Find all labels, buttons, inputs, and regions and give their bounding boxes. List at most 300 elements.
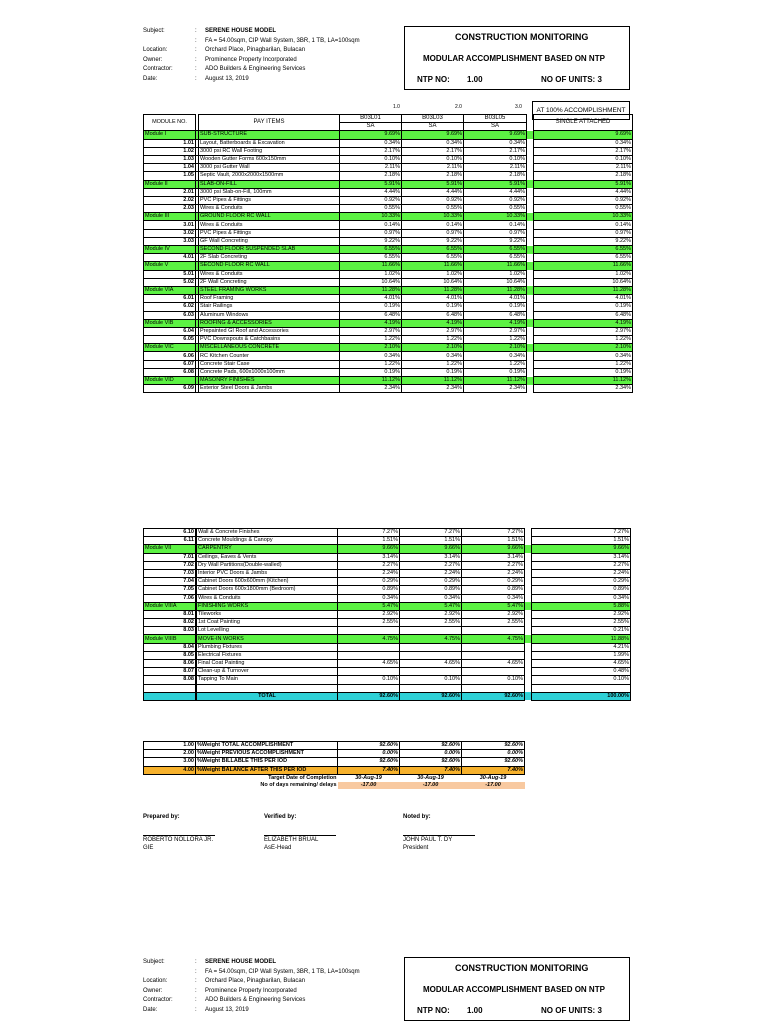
table-row (144, 578, 631, 586)
unit-value: 11.12% (464, 377, 527, 385)
unit-value: 0.19% (464, 303, 527, 311)
item-code: 6.04 (144, 327, 196, 335)
module-row (144, 131, 633, 139)
table-row (144, 537, 631, 545)
table-row (144, 336, 633, 344)
item-name: Wall & Concrete Finishes (197, 529, 338, 537)
summary-label: %Weight PREVIOUS ACCOMPLISHMENT (196, 750, 338, 758)
single-attached-value: 100.00% (532, 692, 631, 700)
spacer-cell (527, 262, 534, 270)
item-name: CARPENTRY (197, 545, 338, 553)
item-code: 6.01 (144, 295, 196, 303)
item-code: 1.01 (144, 139, 196, 147)
unit-value: 6.55% (464, 246, 527, 254)
single-attached-value: 9.22% (534, 237, 633, 245)
module-row (144, 602, 631, 610)
header-repeat-row (143, 996, 403, 1006)
item-code: 6.06 (144, 352, 196, 360)
module-row (144, 635, 631, 643)
spacer-cell (527, 278, 534, 286)
header-value: August 13, 2019 (205, 1006, 249, 1013)
spacer-cell (527, 319, 534, 327)
unit-value: 9.69% (464, 131, 527, 139)
single-attached-value: 0.97% (534, 229, 633, 237)
unit-value: 4.01% (402, 295, 464, 303)
unit-value: 0.89% (400, 586, 462, 594)
colon: : (195, 978, 197, 984)
single-attached-value: 0.21% (532, 627, 631, 635)
unit-value: 6.55% (340, 246, 402, 254)
table-row (144, 164, 633, 172)
item-name: Wooden Gutter Forms 600x150mm (199, 155, 340, 163)
spacer-cell (527, 368, 534, 376)
item-name: 3000 psi Slab-on-Fill, 100mm (199, 188, 340, 196)
summary-value: 92.60% (338, 742, 400, 750)
single-attached-value: 11.28% (534, 286, 633, 294)
unit-value: 0.92% (340, 196, 402, 204)
table-row (144, 368, 633, 376)
unit-value: 0.55% (340, 205, 402, 213)
item-code: 6.09 (144, 385, 196, 393)
unit-value: 0.97% (340, 229, 402, 237)
unit-value: 10.64% (340, 278, 402, 286)
unit-value: 2.11% (464, 164, 527, 172)
unit-value: 3.14% (462, 553, 525, 561)
spacer-cell (527, 164, 534, 172)
item-name: Plumbing Fixtures (197, 643, 338, 651)
spacer-cell (525, 610, 532, 618)
spacer-cell (525, 692, 532, 700)
unit-value: 2.17% (340, 147, 402, 155)
unit-value: 2.17% (402, 147, 464, 155)
item-name: PVC Pipes & Fittings (199, 229, 340, 237)
spacer-cell (525, 668, 532, 676)
unit-value: 0.10% (338, 676, 400, 684)
unit-value (338, 668, 400, 676)
unit-value: 0.34% (464, 139, 527, 147)
colon: : (195, 66, 197, 72)
unit-value: 9.22% (464, 237, 527, 245)
target-label: Target Date of Completion (268, 774, 337, 781)
unit-value: 0.14% (340, 221, 402, 229)
item-name: MISCELLANEOUS CONCRETE (199, 344, 340, 352)
single-attached-value: 10.33% (534, 213, 633, 221)
single-attached-value: 0.55% (534, 205, 633, 213)
header-key: Location: (143, 47, 168, 53)
unit-value: 1.22% (340, 360, 402, 368)
header-value: SERENE HOUSE MODEL (205, 959, 277, 965)
unit-value (338, 651, 400, 659)
table-row (144, 594, 631, 602)
unit-value (462, 627, 525, 635)
item-name: SLAB-ON-FILL (199, 180, 340, 188)
unit-value: 0.34% (464, 352, 527, 360)
item-code: Module I (144, 131, 196, 139)
unit-value: 0.14% (402, 221, 464, 229)
table-row (144, 270, 633, 278)
spacer-cell (527, 147, 534, 155)
item-code: 8.06 (144, 660, 196, 668)
spacer-cell (527, 295, 534, 303)
spacer-cell (525, 602, 532, 610)
spacer-cell (527, 254, 534, 262)
unit-value: 0.34% (402, 352, 464, 360)
item-code: Module VII (144, 545, 196, 553)
spacer-cell (527, 303, 534, 311)
unit-value: 92.60% (338, 692, 400, 700)
unit-value: 9.66% (338, 545, 400, 553)
header-row (143, 65, 403, 75)
unit-value: 0.19% (340, 368, 402, 376)
title-box-repeat (404, 957, 630, 1021)
summary-row (144, 766, 525, 774)
spacer-cell (527, 188, 534, 196)
unit-value (400, 684, 462, 692)
header-key: Contractor: (143, 997, 173, 1003)
item-name: 2F Slab Concreting (199, 254, 340, 262)
single-attached-value: 10.64% (534, 278, 633, 286)
unit-value: 5.47% (462, 602, 525, 610)
unit-value: 2.97% (402, 327, 464, 335)
spacer-cell (144, 774, 196, 782)
unit-2-header: B03L03 (402, 115, 464, 123)
item-name: STEEL FRAMING WORKS (199, 286, 340, 294)
unit-value: 2.18% (464, 172, 527, 180)
item-code: 3.02 (144, 229, 196, 237)
unit-value: 2.97% (464, 327, 527, 335)
unit-value: 2.34% (340, 385, 402, 393)
unit-value: 4.19% (402, 319, 464, 327)
unit-value: 0.34% (462, 594, 525, 602)
single-attached-value: 9.66% (532, 545, 631, 553)
item-code: 1.05 (144, 172, 196, 180)
item-code: 8.01 (144, 610, 196, 618)
header-value: Orchard Place, Pinagbarilan, Bulacan (205, 47, 306, 53)
table-row (144, 668, 631, 676)
unit-value: 0.34% (400, 594, 462, 602)
table-row (144, 303, 633, 311)
colon: : (195, 997, 197, 1003)
single-attached-value: 1.02% (534, 270, 633, 278)
unit-value: 0.29% (462, 578, 525, 586)
spacer-cell (525, 545, 532, 553)
unit-value: 4.01% (340, 295, 402, 303)
item-name: Concrete Stair Case (199, 360, 340, 368)
unit-value (462, 684, 525, 692)
main-table-top (143, 114, 633, 393)
spacer-cell (525, 594, 532, 602)
table-row (144, 569, 631, 577)
unit-value: 2.10% (402, 344, 464, 352)
single-attached-value: 2.97% (534, 327, 633, 335)
unit-value (338, 643, 400, 651)
unit-value: 7.27% (338, 529, 400, 537)
table-row (144, 643, 631, 651)
item-code: 6.05 (144, 336, 196, 344)
unit-value: 10.64% (402, 278, 464, 286)
unit-value: 0.10% (402, 155, 464, 163)
unit-value: 4.19% (340, 319, 402, 327)
spacer-cell (525, 561, 532, 569)
table-row (144, 660, 631, 668)
table-row (144, 586, 631, 594)
single-attached-value: 0.14% (534, 221, 633, 229)
table-row (144, 619, 631, 627)
header-key: Location: (143, 978, 168, 984)
header-repeat-row (143, 968, 403, 978)
unit-value: 2.18% (340, 172, 402, 180)
spacer-cell (527, 344, 534, 352)
colon: : (195, 28, 197, 34)
title-box (404, 26, 630, 90)
colon: : (195, 1006, 197, 1013)
unit-value: 1.02% (340, 270, 402, 278)
item-name: Exterior Steel Doors & Jambs (199, 385, 340, 393)
header-key: Subject: (143, 959, 165, 965)
header-row (143, 56, 403, 66)
unit-value: 1.22% (340, 336, 402, 344)
item-code: 3.03 (144, 237, 196, 245)
single-attached-value: 2.24% (532, 569, 631, 577)
unit-value: 2.92% (462, 610, 525, 618)
total-row (144, 692, 631, 700)
unit-value: 10.33% (402, 213, 464, 221)
item-code: 2.01 (144, 188, 196, 196)
ntp-value-repeat: 1.00 (467, 1006, 483, 1015)
header-key (143, 968, 195, 978)
module-row (144, 180, 633, 188)
item-code: 7.05 (144, 586, 196, 594)
item-name: GROUND FLOOR RC WALL (199, 213, 340, 221)
unit-num-2: 2.0 (455, 104, 462, 110)
item-name: Aluminum Windows (199, 311, 340, 319)
signatories (143, 813, 623, 863)
single-attached-value: 6.55% (534, 254, 633, 262)
unit-value: 2.18% (402, 172, 464, 180)
unit-value: 0.34% (338, 594, 400, 602)
item-name: Lot Levelling (197, 627, 338, 635)
summary-value: 92.60% (338, 758, 400, 766)
single-attached-value: 0.19% (534, 303, 633, 311)
unit-value: 6.55% (464, 254, 527, 262)
spacer-cell (527, 172, 534, 180)
item-name: Wires & Conduits (199, 205, 340, 213)
table-row (144, 295, 633, 303)
item-code: 4.01 (144, 254, 196, 262)
summary-code: 1.00 (144, 742, 196, 750)
unit-value (462, 651, 525, 659)
item-code: 6.03 (144, 311, 196, 319)
unit-value: 1.51% (400, 537, 462, 545)
item-name: Final Coat Painting (197, 660, 338, 668)
item-name: Layout, Batterboards & Excavation (199, 139, 340, 147)
unit-value: 92.60% (462, 692, 525, 700)
item-name: TOTAL (197, 692, 338, 700)
header-value: Prominence Property Incorporated (205, 987, 297, 994)
unit-value: 2.55% (400, 619, 462, 627)
item-code: Module VIB (144, 319, 196, 327)
remaining-label: No of days remaining/ delays (260, 782, 337, 789)
table-row (144, 651, 631, 659)
single-attached-value: 4.21% (532, 643, 631, 651)
header-value: SERENE HOUSE MODEL (205, 28, 277, 34)
item-code: 8.03 (144, 627, 196, 635)
item-name: Tapping To Main (197, 676, 338, 684)
item-code: 5.01 (144, 270, 196, 278)
unit-value: 5.47% (400, 602, 462, 610)
single-attached-value: 1.51% (532, 537, 631, 545)
single-attached-value: 6.48% (534, 311, 633, 319)
header-repeat-row (143, 987, 403, 997)
table-row (144, 254, 633, 262)
item-name: Cabinet Doors 600x600mm (Kitchen) (197, 578, 338, 586)
unit-value: 6.55% (340, 254, 402, 262)
item-code: 5.02 (144, 278, 196, 286)
unit-value: 2.24% (462, 569, 525, 577)
table-row (144, 278, 633, 286)
unit-value: 0.14% (464, 221, 527, 229)
item-code: 6.02 (144, 303, 196, 311)
table-row (144, 529, 631, 537)
item-code: 6.07 (144, 360, 196, 368)
item-name: Concrete Mouldings & Canopy (197, 537, 338, 545)
unit-value: 0.34% (340, 139, 402, 147)
unit-value: 2.55% (462, 619, 525, 627)
header-value: ADO Builders & Engineering Services (205, 66, 306, 72)
unit-value: 2.10% (464, 344, 527, 352)
header-row (143, 75, 403, 85)
item-code: Module VIIIB (144, 635, 196, 643)
report-title-repeat: CONSTRUCTION MONITORING (455, 963, 589, 973)
spacer-cell (527, 270, 534, 278)
remaining-value: -17.00 (338, 782, 400, 789)
header-repeat-row (143, 1006, 403, 1016)
module-row (144, 246, 633, 254)
single-attached-value: 0.34% (532, 594, 631, 602)
unit-value: 1.51% (462, 537, 525, 545)
item-name: Wires & Conduits (197, 594, 338, 602)
table-row (144, 205, 633, 213)
unit-value: 2.27% (400, 561, 462, 569)
unit-value: 1.02% (402, 270, 464, 278)
target-value: 30-Aug-19 (417, 774, 444, 781)
spacer-cell (527, 327, 534, 335)
unit-value (338, 684, 400, 692)
signatory-role: Verified by: (264, 814, 297, 820)
unit-1-header: B03L01 (340, 115, 402, 123)
item-code: 3.01 (144, 221, 196, 229)
item-name: Stair Railings (199, 303, 340, 311)
table-row (144, 327, 633, 335)
header-value: Prominence Property Incorporated (205, 56, 297, 63)
unit-value: 4.65% (462, 660, 525, 668)
units-label: NO OF UNITS: 3 (541, 75, 602, 84)
unit-value: 0.29% (400, 578, 462, 586)
header-value: FA = 54.00sqm, CIP Wall System, 3BR, 1 TB, LA=100sqm (205, 968, 360, 975)
item-name: Roof Framing (199, 295, 340, 303)
unit-value: 2.27% (462, 561, 525, 569)
unit-value: 0.97% (402, 229, 464, 237)
unit-value: 0.89% (338, 586, 400, 594)
summary-label: %Weight BILLABLE THIS PER IOD (196, 758, 338, 766)
unit-value: 0.55% (464, 205, 527, 213)
summary-value: 7.40% (400, 766, 462, 774)
unit-value: 4.65% (338, 660, 400, 668)
spacer-cell (527, 180, 534, 188)
item-name: Dry Wall Partitions(Double-walled) (197, 561, 338, 569)
table-row (144, 627, 631, 635)
header-key: Owner: (143, 987, 163, 994)
unit-value: 0.29% (338, 578, 400, 586)
item-code: 8.05 (144, 651, 196, 659)
summary-value: 92.60% (400, 758, 462, 766)
spacer-cell (527, 205, 534, 213)
unit-value: 11.28% (464, 286, 527, 294)
single-attached-value: 2.18% (534, 172, 633, 180)
table-row (144, 147, 633, 155)
unit-value: 0.34% (402, 139, 464, 147)
unit-value: 6.55% (402, 246, 464, 254)
item-code (144, 684, 196, 692)
main-table-continued (143, 528, 631, 701)
target-row (144, 774, 525, 782)
single-attached-value: 11.66% (534, 262, 633, 270)
header-repeat-row (143, 977, 403, 987)
summary-value: 7.40% (462, 766, 525, 774)
spacer-cell (527, 139, 534, 147)
spacer-cell (525, 578, 532, 586)
unit-value: 0.92% (402, 196, 464, 204)
spacer-cell (527, 131, 534, 139)
report-title: CONSTRUCTION MONITORING (455, 32, 589, 42)
unit-value: 0.10% (464, 155, 527, 163)
single-attached-value: 0.92% (534, 196, 633, 204)
module-row (144, 262, 633, 270)
spacer-cell (525, 684, 532, 692)
unit-value: 0.19% (402, 368, 464, 376)
module-row (144, 319, 633, 327)
table-row (144, 352, 633, 360)
table-row (144, 237, 633, 245)
item-code: 7.01 (144, 553, 196, 561)
spacer-cell (527, 360, 534, 368)
unit-value: 4.44% (464, 188, 527, 196)
unit-value: 7.27% (462, 529, 525, 537)
spacer-cell (527, 237, 534, 245)
module-row (144, 377, 633, 385)
summary-row (144, 742, 525, 750)
unit-value: 11.28% (340, 286, 402, 294)
signatory (264, 813, 336, 852)
item-name: 1st Coat Painting (197, 619, 338, 627)
item-name: Wires & Conduits (199, 221, 340, 229)
spacer-cell (525, 619, 532, 627)
table-row (144, 229, 633, 237)
summary-label: %Weight BALANCE AFTER THIS PER IOD (196, 766, 338, 774)
header-value: ADO Builders & Engineering Services (205, 997, 306, 1003)
unit-value (400, 627, 462, 635)
table-row (144, 385, 633, 393)
item-code: 6.11 (144, 537, 196, 545)
unit-value: 10.33% (464, 213, 527, 221)
single-attached-value: 4.01% (534, 295, 633, 303)
table-row (144, 188, 633, 196)
unit-value: 2.97% (340, 327, 402, 335)
module-row (144, 545, 631, 553)
units-label-repeat: NO OF UNITS: 3 (541, 1006, 602, 1015)
unit-value: 2.92% (338, 610, 400, 618)
summary-code: 2.00 (144, 750, 196, 758)
